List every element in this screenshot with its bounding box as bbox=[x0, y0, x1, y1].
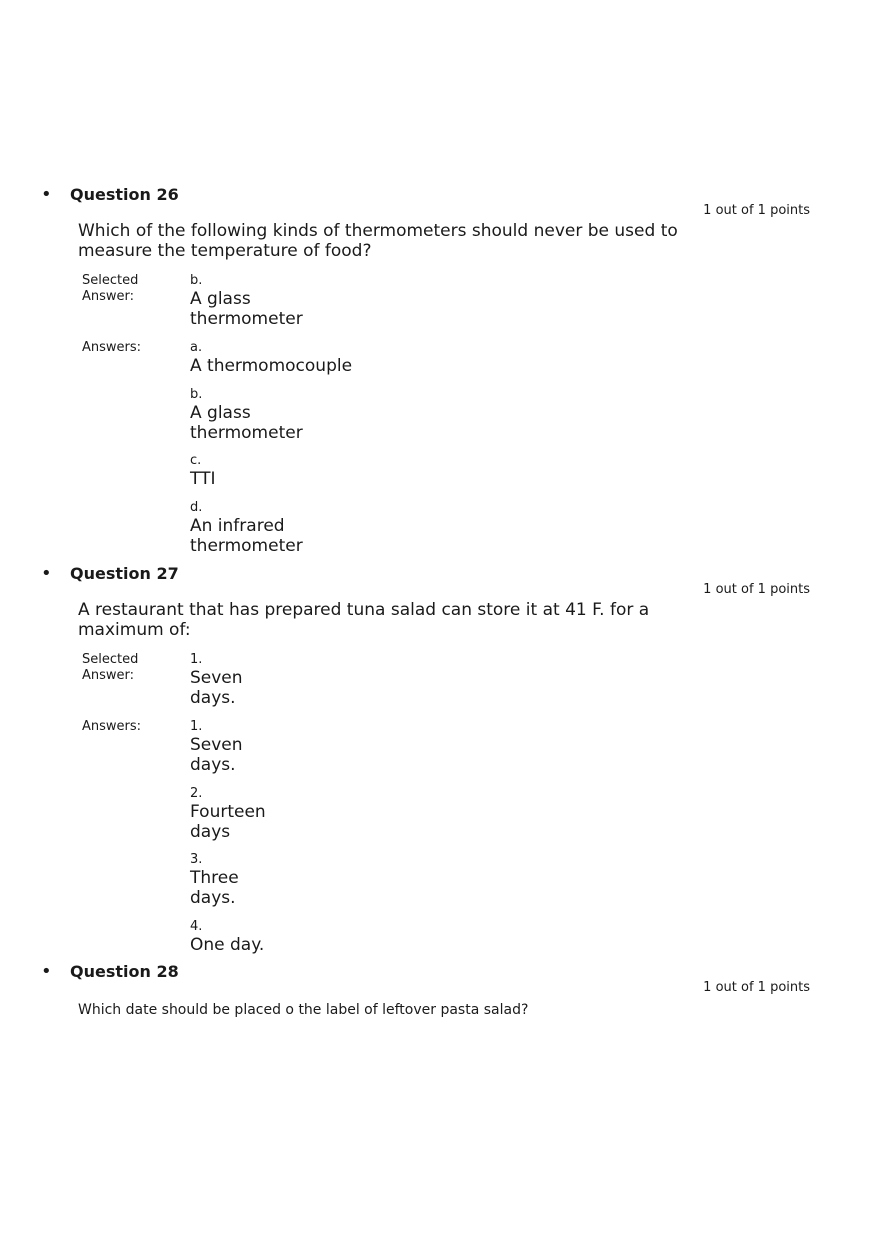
answer-option bbox=[190, 500, 390, 556]
answer-option bbox=[190, 340, 390, 376]
question-title: Question 28 bbox=[70, 962, 179, 981]
answer-option bbox=[190, 453, 390, 489]
answer-text: TTI bbox=[190, 469, 216, 489]
answer-text: A glass thermometer bbox=[190, 403, 303, 443]
answer-letter: c. bbox=[190, 453, 202, 468]
question-text: Which of the following kinds of thermometers should never be used to measure the temperature of food? bbox=[78, 221, 678, 261]
question-text: Which date should be placed o the label of leftover pasta salad? bbox=[78, 1002, 529, 1018]
selected-answer bbox=[190, 652, 390, 708]
answer-letter: 3. bbox=[190, 852, 203, 867]
answer-text: A thermomocouple bbox=[190, 356, 353, 376]
answer-option bbox=[190, 387, 390, 443]
answer-letter: a. bbox=[190, 340, 203, 355]
answer-text: One day. bbox=[190, 935, 265, 955]
answer-text: Three days. bbox=[190, 868, 239, 908]
answer-letter: 1. bbox=[190, 652, 203, 667]
question-title: Question 27 bbox=[70, 564, 179, 583]
question-text: A restaurant that has prepared tuna salad can store it at 41 F. for a maximum of: bbox=[78, 600, 650, 640]
answer-option bbox=[190, 852, 390, 908]
question-title: Question 26 bbox=[70, 185, 179, 204]
answers-label: Answers: bbox=[82, 719, 142, 734]
answer-letter: b. bbox=[190, 387, 203, 402]
question-points: 1 out of 1 points bbox=[703, 203, 810, 218]
answer-letter: d. bbox=[190, 500, 203, 515]
answer-text: Seven days. bbox=[190, 668, 243, 708]
answer-text: An infrared thermometer bbox=[190, 516, 303, 556]
answer-letter: b. bbox=[190, 273, 203, 288]
bullet-icon: • bbox=[41, 184, 52, 205]
answer-option bbox=[190, 786, 390, 842]
answers-label: Answers: bbox=[82, 340, 142, 355]
question-points: 1 out of 1 points bbox=[703, 582, 810, 597]
answer-text: A glass thermometer bbox=[190, 289, 303, 329]
bullet-icon: • bbox=[41, 961, 52, 982]
answer-letter: 2. bbox=[190, 786, 203, 801]
selected-answer-label: Selected Answer: bbox=[82, 652, 139, 683]
answer-text: Fourteen days bbox=[190, 802, 266, 842]
answer-option bbox=[190, 919, 390, 955]
answer-option bbox=[190, 719, 390, 775]
selected-answer bbox=[190, 273, 390, 329]
answer-letter: 1. bbox=[190, 719, 203, 734]
answer-text: Seven days. bbox=[190, 735, 243, 775]
question-points: 1 out of 1 points bbox=[703, 980, 810, 995]
selected-answer-label: Selected Answer: bbox=[82, 273, 139, 304]
bullet-icon: • bbox=[41, 563, 52, 584]
answer-letter: 4. bbox=[190, 919, 203, 934]
